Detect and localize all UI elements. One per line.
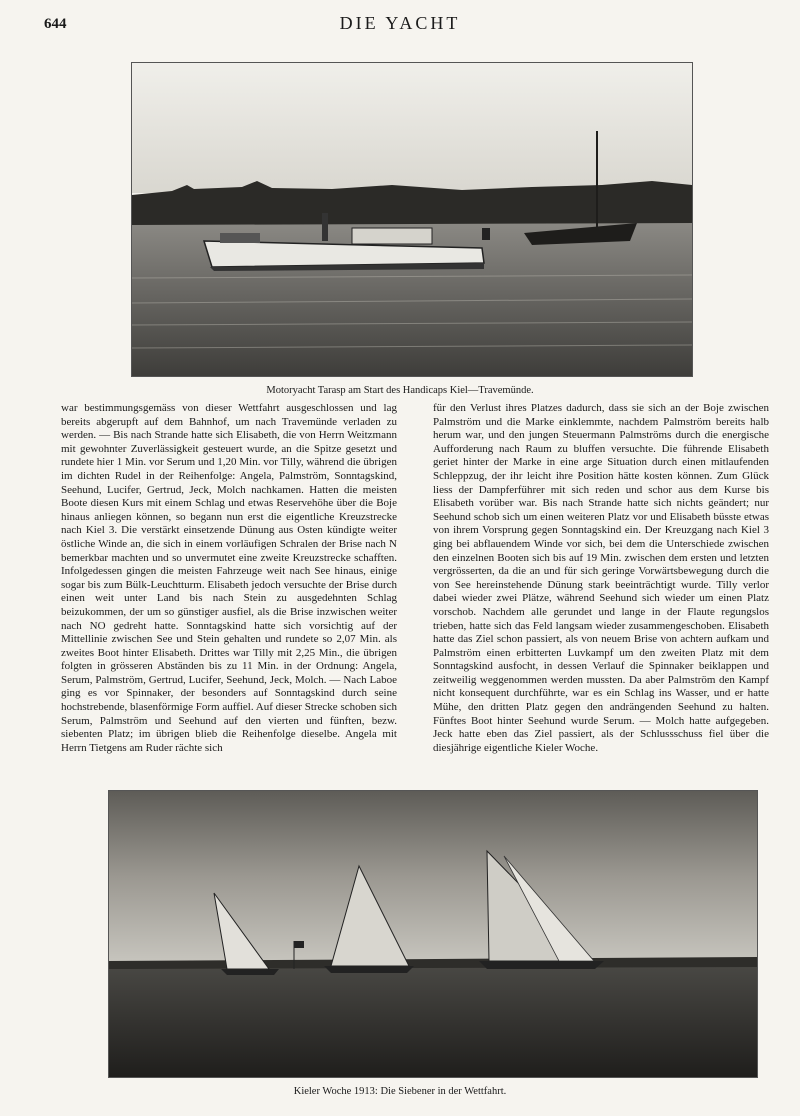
article-left-column: war bestimmungsgemäss von dieser Wettfahrt ausgeschlossen und lag bereits abgerupft auf dem Bahnhof, um nach Travemünde verladen zu werden. — Bis nach Strande hatte sich Elisabeth, die von Herrn Weitzmann mit gewohnter Zuverlässigkeit gesteuert wurde, an die Spitze gesetzt und rundete hier 1 Min. vor Serum und 1,20 Min. vor Tilly, während die übrigen im dichten Rudel in der Reihenfolge: Angela, Palmström, Sonntagskind, Seehund, Lucifer, Gertrud, Jeck, Molch nachkamen. Hatten die meisten Boote diesen Kurs mit einem Schlag und etwas Reservehöhe über die Boje hinaus anliegen können, so begann nun erst die eigentliche Kreuzstrecke nach Kiel 3. Die verstärkt einsetzende Dünung aus Osten kündigte weiter östliche Winde an, die sich in einem vorläufigen Schralen der Brise nach N bemerkbar machten und so unvermutet eine zweite Kreuzstrecke schafften. Infolgedessen gingen die meisten Fahrzeuge weit nach See hinaus, einige sogar bis zum Bülk-Leuchtturm. Elisabeth jedoch versuchte der Brise durch einen weit unter Land bis nach Stein zu ausgedehnten Schlag beizukommen, der um so günstiger ausfiel, als die Brise inzwischen weiter nach NO gedreht hatte. Sonntagskind hatte sich vorsichtig auf der Mittellinie zwischen See und Stein gehalten und rundete so 2,07 Min. als zweites Boot hinter Elisabeth. Drittes war Tilly mit 2,25 Min., die übrigen folgten in grösseren Abständen bis zu 11 Min. in der Ordnung: Angela, Serum, Palmström, Gertrud, Lucifer, Seehund, Jeck, Molch. — Nach Laboe ging es vor Spinnaker, der besonders auf Sonntagskind durch seine hochstrebende, blasenförmige Form auffiel. Auf dieser Strecke schoben sich Serum, Palmström und Seehund auf den vierten und fünften, bezw. siebenten Platz; im übrigen blieb die Reihenfolge dieselbe. Angela mit Herrn Tietgens am Ruder rächte sich [61, 402, 397, 754]
motor-yacht-photo [131, 62, 693, 377]
top-photo-caption: Motoryacht Tarasp am Start des Handicaps Kiel—Travemünde. [266, 385, 534, 396]
bottom-photo-caption: Kieler Woche 1913: Die Siebener in der Wettfahrt. [293, 1086, 507, 1097]
running-head: DIE YACHT [339, 13, 461, 33]
page-number: 644 [44, 16, 67, 32]
article-right-column: für den Verlust ihres Platzes dadurch, dass sie sich an der Boje zwischen Palmström und die Marke einklemmte, nachdem Palmström bereits halb herum war, und den jungen Steuermann Palmströms durch die energische Aufforderung nach Raum zu bluffen versuchte. Die führende Elisabeth geriet hinter der Marke in eine arge Situation durch einen mitlaufenden Schleppzug, der ihr leicht ihre Position hätte kosten können. Zum Glück liess der Dampferführer mit sich reden und schor aus dem Kurse bis Elisabeth vorüber war. Bis nach Strande hatte sich nichts geändert; nur Seehund schob sich um einen weiteren Platz vor und Elisabeth büsste etwas von ihrem Vorsprung gegen Sonntagskind ein. Der Kreuzgang nach Kiel 3 ging bei abflauendem Winde vor sich, bei dem die Unterschiede zwischen den einzelnen Booten sich bis auf 19 Min. zwischen dem ersten und letzten vergrösserten, da die an und für sich geringe Vorwärtsbewegung durch die von See hereinstehende Dünung stark beeinträchtigt wurde. Tilly verlor dabei wieder zwei Plätze, während Seehund sich wieder um einen Platz vorschob. Nachdem alle gerundet und lange in der Flaute regungslos trieben, hatte sich das Feld langsam wieder zusammengeschoben. Elisabeth hatte das Ziel schon passiert, als von neuem Brise von achtern aufkam und Palmström einen erbitterten Luvkampf um den zweiten Platz mit dem Sonntagskind ausfocht, in dessen Verlauf die Spinnaker beiklappen und zeitweilig weggenommen werden mussten. Da aber Palmström den Kampf nicht konsequent durchführte, war es ein Schlag ins Wasser, und er hatte Mühe, den dritten Platz gegen den andrängenden Seehund zu halten. Fünftes Boot hinter Seehund wurde Serum. — Molch hatte aufgegeben. Jeck hatte eben das Ziel passiert, als der Schlussschuss fiel über die diesjährige eigentliche Kieler Woche. [433, 402, 769, 754]
regatta-photo [108, 790, 758, 1078]
